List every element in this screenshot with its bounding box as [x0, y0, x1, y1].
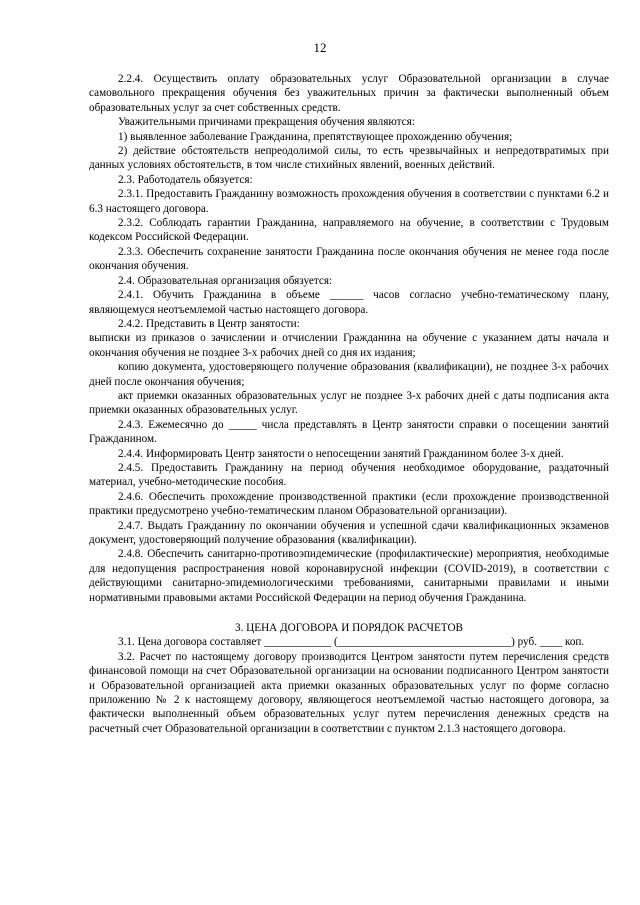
- clause-2-4-8: 2.4.8. Обеспечить санитарно-противоэпидемические (профилактические) мероприятия, необходимые для недопущения распространения новой коронавирусной инфекции (COVID-2019), в соответствии с действующими санитарно-эпидемиологическими требованиями, санитарными правилами и иными нормативными правовыми актами Российской Федерации на период обучения Гражданина.: [89, 548, 609, 604]
- clause-2-3-2: 2.3.2. Соблюдать гарантии Гражданина, направляемого на обучение, в соответствии с Трудовым кодексом Российской Федерации.: [89, 217, 609, 244]
- clause-2-2-4: 2.2.4. Осуществить оплату образовательных услуг Образовательной организации в случае самовольного прекращения обучения без уважительных причин за фактически выполненный объем образовательных услуг за счет собственных средств.: [89, 73, 609, 114]
- clause-2-4-4: 2.4.4. Информировать Центр занятости о непосещении занятий Гражданином более 3-х дней.: [118, 447, 564, 460]
- clause-2-4-2-extracts: выписки из приказов о зачислении и отчислении Гражданина на обучение с указанием даты начала и окончания обучения не позднее 3-х рабочих дней со дня их издания;: [89, 332, 609, 359]
- clause-2-4-6: 2.4.6. Обеспечить прохождение производственной практики (если прохождение производственной практики предусмотрено учебно-тематическим планом Образовательной организации).: [89, 490, 609, 518]
- reason-2: 2) действие обстоятельств непреодолимой силы, то есть чрезвычайных и непредотвратимых при данных условиях обстоятельств, в том числе стихийных явлений, военных действий.: [89, 145, 609, 172]
- clause-2-4-5: 2.4.5. Предоставить Гражданину на период обучения необходимое оборудование, раздаточный материал, учебно-методические пособия.: [89, 461, 609, 489]
- page-number: 12: [313, 40, 327, 55]
- clause-2-4-3: 2.4.3. Ежемесячно до _____ числа представлять в Центр занятости справки о посещении занятий Гражданином.: [89, 418, 609, 446]
- clause-2-4-2-copy: копию документа, удостоверяющего получение образования (квалификации), не позднее 3-х рабочих дней после окончания обучения;: [89, 361, 609, 388]
- clause-2-3-1: 2.3.1. Предоставить Гражданину возможность прохождения обучения в соответствии с пунктами 6.2 и 6.3 настоящего договора.: [89, 188, 609, 215]
- clause-2-3: 2.3. Работодатель обязуется:: [118, 173, 253, 186]
- clause-2-4-7: 2.4.7. Выдать Гражданину по окончании обучения и успешной сдачи квалификационных экзаменов документ, удостоверяющий получение образования (квалификации).: [89, 519, 609, 546]
- document-body: [89, 72, 609, 736]
- valid-reasons-intro: Уважительными причинами прекращения обучения являются:: [118, 116, 415, 129]
- clause-3-2: 3.2. Расчет по настоящему договору производится Центром занятости путем перечисления средств финансовой помощи на счет Образовательной организации на основании подписанного Центром занятости и Образовательной организацией акта приемки оказанных образовательных услуг по форме согласно приложению № 2 к настоящему договору, являющегося неотъемлемой частью настоящего договора, за фактически выполненный объем образовательных услуг путем перечисления денежных средств на расчетный счет Образовательной организации в соответствии с пунктом 2.1.3 настоящего договора.: [89, 650, 609, 735]
- clause-3-1: 3.1. Цена договора составляет ____________ (_______________________________) руб. ____ коп.: [118, 636, 585, 649]
- reason-1: 1) выявленное заболевание Гражданина, препятствующее прохождению обучения;: [118, 130, 513, 143]
- clause-2-4: 2.4. Образовательная организация обязуется:: [118, 274, 333, 287]
- clause-2-4-1: 2.4.1. Обучить Гражданина в объеме ______ часов согласно учебно-тематическому плану, являющемуся неотъемлемой частью настоящего договора.: [89, 289, 609, 316]
- clause-2-4-2: 2.4.2. Представить в Центр занятости:: [118, 317, 300, 330]
- clause-2-3-3: 2.3.3. Обеспечить сохранение занятости Гражданина после окончания обучения не менее года после окончания обучения.: [89, 245, 609, 273]
- clause-2-4-2-act: акт приемки оказанных образовательных услуг не позднее 3-х рабочих дней с даты подписания акта приемки оказанных образовательных услуг.: [89, 389, 609, 417]
- section-3-heading: 3. ЦЕНА ДОГОВОРА И ПОРЯДОК РАСЧЕТОВ: [234, 622, 464, 635]
